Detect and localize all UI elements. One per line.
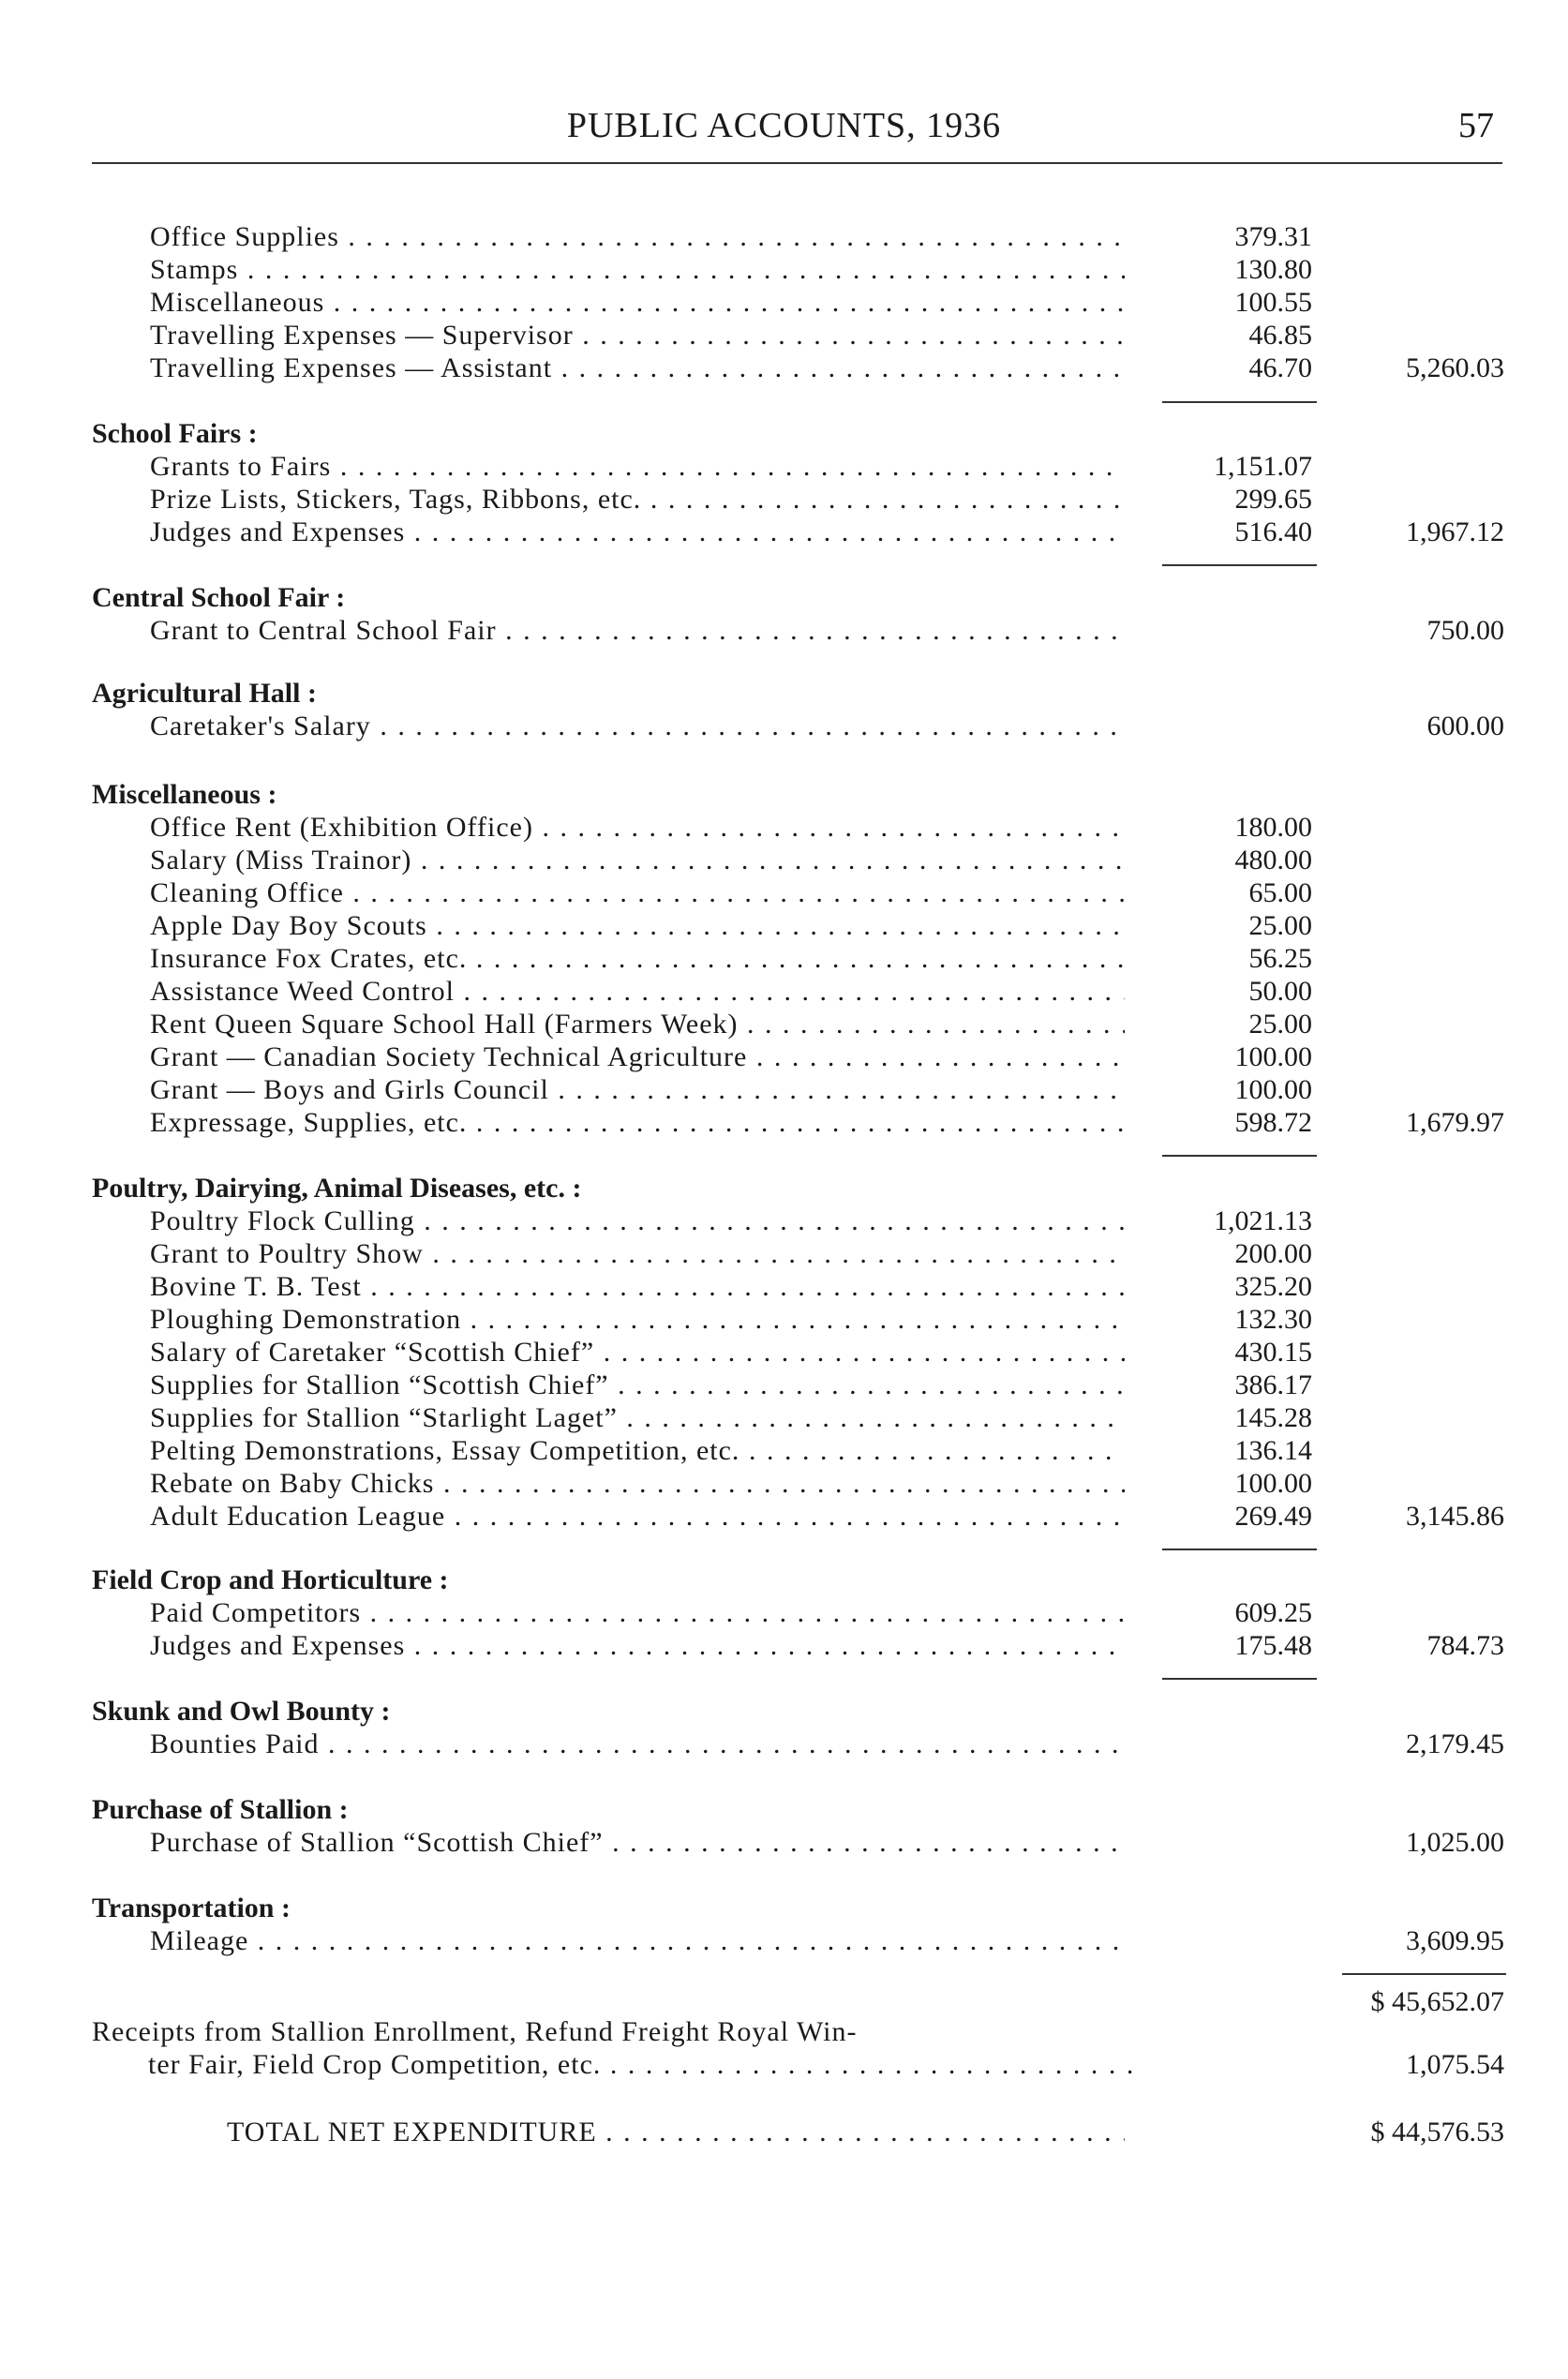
ledger-row (0, 1467, 1568, 1500)
item-amount: 100.00 (1234, 1468, 1312, 1499)
item-amount: 325.20 (1234, 1271, 1312, 1302)
section-heading: Skunk and Owl Bounty : (92, 1696, 391, 1727)
section-total: 1,679.97 (1406, 1107, 1504, 1138)
ledger-row (0, 1434, 1568, 1467)
item-amount: 480.00 (1234, 845, 1312, 875)
ledger-row (0, 1073, 1568, 1106)
section-total: 1,967.12 (1406, 516, 1504, 547)
receipts-line-2: ter Fair, Field Crop Competition, etc. . . . (92, 2048, 1132, 2081)
item-amount: 516.40 (1234, 516, 1312, 547)
item-label: Grant to Poultry Show . . . (150, 1237, 1125, 1270)
subtotal-rule (1162, 1678, 1317, 1680)
grand-subtotal-rule (1342, 1973, 1506, 1975)
ledger-row (0, 1106, 1568, 1139)
item-label: Caretaker's Salary . . . (150, 710, 1125, 742)
item-label: Supplies for Stallion “Scottish Chief” . . . (150, 1369, 1125, 1401)
ledger-row (0, 1336, 1568, 1369)
item-label: Ploughing Demonstration . . . (150, 1303, 1125, 1336)
item-label: Rebate on Baby Chicks . . . (150, 1467, 1125, 1500)
item-amount: 100.00 (1234, 1074, 1312, 1105)
item-amount: 25.00 (1248, 910, 1312, 941)
header-rule (92, 162, 1502, 164)
section-heading: School Fairs : (92, 418, 258, 449)
net-expenditure-amount: $ 44,576.53 (1370, 2117, 1504, 2147)
item-label: Paid Competitors . . . (150, 1596, 1125, 1629)
ledger-row (0, 1204, 1568, 1237)
ledger-row (0, 286, 1568, 319)
section-total: 784.73 (1426, 1630, 1504, 1661)
ledger-row (0, 319, 1568, 352)
ledger-row (0, 483, 1568, 516)
ledger-row (0, 1728, 1568, 1760)
ledger-row (0, 516, 1568, 548)
item-amount: 130.80 (1234, 254, 1312, 285)
item-amount: 132.30 (1234, 1304, 1312, 1335)
ledger-row (0, 220, 1568, 253)
ledger-row (0, 1401, 1568, 1434)
ledger-row (0, 253, 1568, 286)
item-label: Office Supplies . . . (150, 220, 1125, 253)
ledger-row (0, 942, 1568, 975)
item-amount: 379.31 (1234, 221, 1312, 252)
item-amount: 299.65 (1234, 484, 1312, 515)
item-amount: 65.00 (1248, 877, 1312, 908)
item-label: Insurance Fox Crates, etc. . . . (150, 942, 1125, 975)
section-total: 1,025.00 (1406, 1827, 1504, 1858)
item-amount: 46.85 (1248, 320, 1312, 351)
item-label: Poultry Flock Culling . . . (150, 1204, 1125, 1237)
ledger-row (0, 1924, 1568, 1957)
net-expenditure-row (0, 2116, 1568, 2148)
ledger-row (0, 1303, 1568, 1336)
item-amount: 145.28 (1234, 1402, 1312, 1433)
item-amount: 180.00 (1234, 812, 1312, 843)
item-label: Grants to Fairs . . . (150, 450, 1125, 483)
item-amount: 609.25 (1234, 1597, 1312, 1628)
item-label: Adult Education League . . . (150, 1500, 1125, 1533)
item-label: Supplies for Stallion “Starlight Laget” . . . (150, 1401, 1125, 1434)
subtotal-rule (1162, 1549, 1317, 1550)
ledger-row (0, 1008, 1568, 1040)
section-heading: Field Crop and Horticulture : (92, 1564, 449, 1595)
section-heading: Agricultural Hall : (92, 678, 317, 709)
item-amount: 430.15 (1234, 1337, 1312, 1368)
item-label: Salary of Caretaker “Scottish Chief” . . . (150, 1336, 1125, 1369)
item-amount: 50.00 (1248, 976, 1312, 1007)
item-label: Salary (Miss Trainor) . . . (150, 844, 1125, 876)
item-amount: 175.48 (1234, 1630, 1312, 1661)
grand-subtotal-row (0, 1985, 1568, 2018)
ledger-row (0, 1500, 1568, 1533)
receipts-amount: 1,075.54 (1406, 2049, 1504, 2080)
receipts-amount-row (0, 2048, 1568, 2081)
item-amount: 1,151.07 (1214, 451, 1312, 482)
item-label: Mileage . . . (150, 1924, 1125, 1957)
item-label: Purchase of Stallion “Scottish Chief” . . . (150, 1826, 1125, 1859)
subtotal-rule (1162, 564, 1317, 566)
item-amount: 100.55 (1234, 287, 1312, 318)
section-total: 2,179.45 (1406, 1728, 1504, 1759)
item-label: Assistance Weed Control . . . (150, 975, 1125, 1008)
ledger-row (0, 909, 1568, 942)
ledger-row (0, 1596, 1568, 1629)
item-label: Bovine T. B. Test . . . (150, 1270, 1125, 1303)
ledger-row (0, 1629, 1568, 1662)
item-label: Grant — Canadian Society Technical Agriculture . . . (150, 1040, 1125, 1073)
item-label: Apple Day Boy Scouts . . . (150, 909, 1125, 942)
subtotal-rule (1162, 1155, 1317, 1157)
ledger-row (0, 352, 1568, 384)
item-label: Judges and Expenses . . . (150, 1629, 1125, 1662)
section-total: 600.00 (1426, 711, 1504, 741)
item-label: Judges and Expenses . . . (150, 516, 1125, 548)
item-amount: 46.70 (1248, 352, 1312, 383)
item-amount: 1,021.13 (1214, 1205, 1312, 1236)
ledger-row (0, 844, 1568, 876)
ledger-row (0, 975, 1568, 1008)
section-heading: Poultry, Dairying, Animal Diseases, etc. : (92, 1173, 582, 1204)
page-number: 57 (1458, 106, 1494, 145)
section-total: 3,609.95 (1406, 1925, 1504, 1956)
item-amount: 25.00 (1248, 1009, 1312, 1040)
net-expenditure-label: TOTAL NET EXPENDITURE . . . (227, 2116, 1125, 2148)
ledger-row (0, 1270, 1568, 1303)
section-total: 3,145.86 (1406, 1501, 1504, 1532)
item-label: Grant — Boys and Girls Council . . . (150, 1073, 1125, 1106)
section-heading: Miscellaneous : (92, 779, 277, 810)
item-label: Travelling Expenses — Supervisor . . . (150, 319, 1125, 352)
item-label: Expressage, Supplies, etc. . . . (150, 1106, 1125, 1139)
item-label: Bounties Paid . . . (150, 1728, 1125, 1760)
item-amount: 136.14 (1234, 1435, 1312, 1466)
item-label: Miscellaneous . . . (150, 286, 1125, 319)
item-amount: 100.00 (1234, 1041, 1312, 1072)
item-amount: 269.49 (1234, 1501, 1312, 1532)
item-amount: 386.17 (1234, 1369, 1312, 1400)
ledger-row (0, 1040, 1568, 1073)
item-amount: 598.72 (1234, 1107, 1312, 1138)
ledger-row (0, 811, 1568, 844)
section-heading: Central School Fair : (92, 582, 346, 613)
item-label: Office Rent (Exhibition Office) . . . (150, 811, 1125, 844)
item-amount: 56.25 (1248, 943, 1312, 974)
section-heading: Transportation : (92, 1893, 291, 1923)
ledger-row (0, 450, 1568, 483)
section-total: 750.00 (1426, 615, 1504, 646)
item-label: Stamps . . . (150, 253, 1125, 286)
subtotal-rule (1162, 401, 1317, 403)
item-label: Pelting Demonstrations, Essay Competition, etc. . . . (150, 1434, 1125, 1467)
item-label: Grant to Central School Fair . . . (150, 614, 1125, 647)
item-label: Cleaning Office . . . (150, 876, 1125, 909)
grand-subtotal: $ 45,652.07 (1370, 1986, 1504, 2017)
item-amount: 200.00 (1234, 1238, 1312, 1269)
ledger-row (0, 1369, 1568, 1401)
ledger-row (0, 876, 1568, 909)
section-heading: Purchase of Stallion : (92, 1794, 349, 1825)
page-title: PUBLIC ACCOUNTS, 1936 (566, 106, 1002, 145)
item-label: Travelling Expenses — Assistant . . . (150, 352, 1125, 384)
ledger-row (0, 1826, 1568, 1859)
section-total: 5,260.03 (1406, 352, 1504, 383)
item-label: Rent Queen Square School Hall (Farmers Week) . . . (150, 1008, 1125, 1040)
ledger-row (0, 614, 1568, 647)
ledger-row (0, 710, 1568, 742)
receipts-line-1: Receipts from Stallion Enrollment, Refund Freight Royal Win- (92, 2016, 858, 2047)
item-label: Prize Lists, Stickers, Tags, Ribbons, etc. . . . (150, 483, 1125, 516)
ledger-row (0, 1237, 1568, 1270)
